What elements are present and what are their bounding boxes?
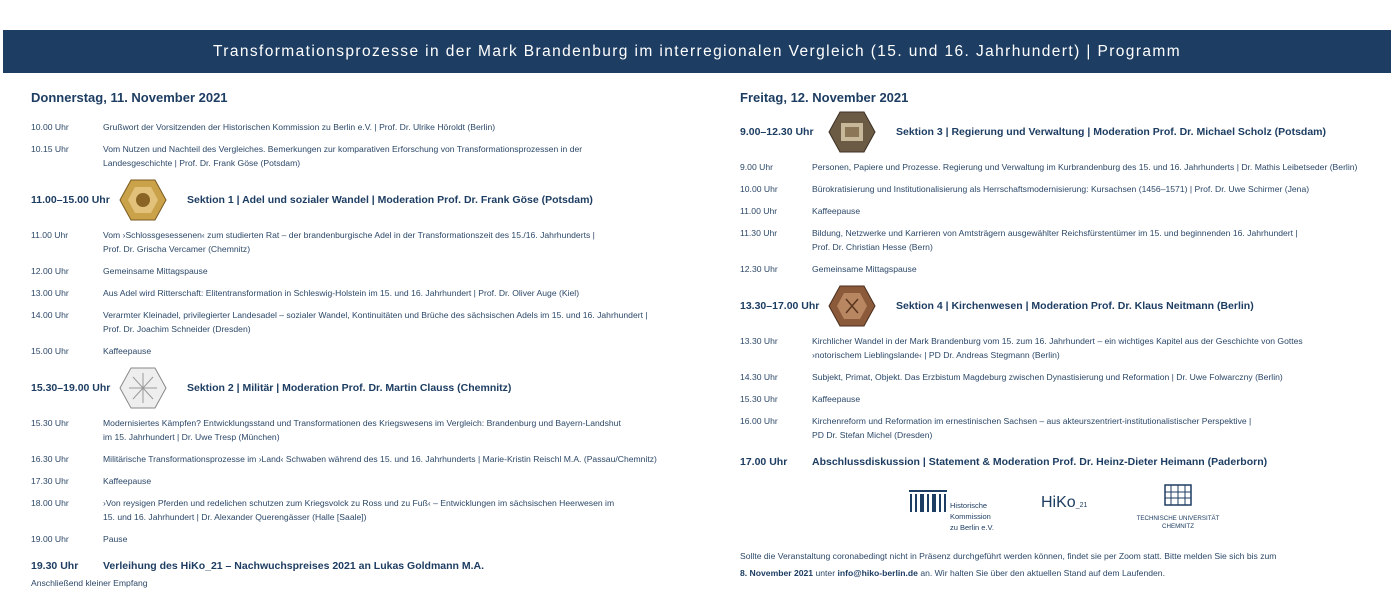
section-2-image-icon bbox=[119, 367, 167, 409]
item-text: Kirchenreform und Reformation im ernestinischen Sachsen – aus akteurszentriert-institutionalistischer Perspektive | PD Dr. Stefan Michel (Dresden) bbox=[812, 416, 1252, 440]
item-time: 12.30 Uhr bbox=[740, 264, 778, 274]
section-time: 13.30–17.00 Uhr bbox=[740, 300, 820, 312]
item-text: Kaffeepause bbox=[812, 206, 861, 216]
section-time: 15.30–19.00 Uhr bbox=[31, 382, 111, 394]
program-item bbox=[740, 160, 1385, 174]
program-item bbox=[31, 496, 711, 524]
item-time: 17.30 Uhr bbox=[31, 476, 69, 486]
item-time: 10.00 Uhr bbox=[31, 122, 69, 132]
item-text: Militärische Transformationsprozesse im ›Land‹ Schwaben während des 15. und 16. Jahrhunderts | Marie-Kristin Reischl M.A. (Passau/Chemnitz) bbox=[103, 454, 657, 464]
item-time: 19.00 Uhr bbox=[31, 534, 69, 544]
item-time: 9.00 Uhr bbox=[740, 162, 773, 172]
contact-email-link[interactable]: info@hiko-berlin.de bbox=[837, 568, 918, 578]
historische-kommission-logo bbox=[907, 484, 997, 534]
page-banner: Transformationsprozesse in der Mark Brandenburg im interregionalen Vergleich (15. und 16. Jahrhundert) | Programm bbox=[3, 30, 1391, 73]
program-item bbox=[31, 532, 711, 546]
section-title: Sektion 3 | Regierung und Verwaltung | Moderation Prof. Dr. Michael Scholz (Potsdam) bbox=[896, 126, 1327, 138]
day-heading: Donnerstag, 11. November 2021 bbox=[31, 90, 228, 105]
thursday-column bbox=[31, 88, 711, 588]
item-time: 14.00 Uhr bbox=[31, 310, 69, 320]
program-item bbox=[740, 392, 1385, 406]
program-item bbox=[740, 182, 1385, 196]
columns-icon bbox=[909, 488, 947, 512]
program-item bbox=[31, 344, 711, 358]
item-text: Gemeinsame Mittagspause bbox=[812, 264, 917, 274]
award-item bbox=[31, 556, 711, 576]
tu-building-icon bbox=[1164, 484, 1192, 506]
section-title: Sektion 1 | Adel und sozialer Wandel | Moderation Prof. Dr. Frank Göse (Potsdam) bbox=[187, 194, 593, 206]
item-time: 15.00 Uhr bbox=[31, 346, 69, 356]
item-time: 12.00 Uhr bbox=[31, 266, 69, 276]
program-item bbox=[740, 414, 1385, 442]
program-item bbox=[31, 228, 711, 256]
item-text: Kaffeepause bbox=[103, 476, 152, 486]
item-time: 10.15 Uhr bbox=[31, 144, 69, 154]
item-text: Personen, Papiere und Prozesse. Regierung und Verwaltung im Kurbrandenburg des 15. und 16. Jahrhunderts | Dr. Mathis Leibetseder (Berlin) bbox=[812, 162, 1358, 172]
item-time: 17.00 Uhr bbox=[740, 456, 788, 468]
section-3-header bbox=[740, 110, 1385, 154]
section-title: Sektion 2 | Militär | Moderation Prof. Dr. Martin Clauss (Chemnitz) bbox=[187, 382, 512, 394]
item-time: 11.00 Uhr bbox=[740, 206, 778, 216]
program-item bbox=[740, 334, 1385, 362]
item-text: Kaffeepause bbox=[812, 394, 861, 404]
closing-discussion-item bbox=[740, 452, 1385, 472]
item-time: 16.30 Uhr bbox=[31, 454, 69, 464]
item-text: Bildung, Netzwerke und Karrieren von Amtsträgern ausgewählter Reichsfürstentümer im 15. und beginnenden 16. Jahrhundert | Prof. Dr. Christian Hesse (Bern) bbox=[812, 228, 1298, 252]
note-mid: unter bbox=[813, 568, 838, 578]
section-1-header bbox=[31, 178, 711, 222]
item-text: Grußwort der Vorsitzenden der Historischen Kommission zu Berlin e.V. | Prof. Dr. Ulrike Höroldt (Berlin) bbox=[103, 122, 496, 132]
item-time: 11.30 Uhr bbox=[740, 228, 778, 238]
item-text: ›Von reysigen Pferden und redelichen schutzen zum Kriegsvolck zu Ross und zu Fuß‹ – Entwicklungen im sächsischen Heerwesen im 15. und 16. Jahrhundert | Dr. Alexander Querengässer (Halle [Saale]) bbox=[103, 498, 615, 522]
program-item bbox=[31, 120, 711, 134]
program-item bbox=[31, 286, 711, 300]
section-1-image-icon bbox=[119, 179, 167, 221]
program-item bbox=[31, 416, 711, 444]
tu-chemnitz-logo bbox=[1133, 484, 1223, 534]
hiko-logo bbox=[1041, 494, 1087, 512]
note-line-1: Sollte die Veranstaltung coronabedingt nicht in Präsenz durchgeführt werden können, findet sie per Zoom statt. Bitte melden Sie sich bis zum bbox=[740, 551, 1277, 561]
note-tail: an. Wir halten Sie über den aktuellen Stand auf dem Laufenden. bbox=[917, 568, 1165, 578]
item-text: Kaffeepause bbox=[103, 346, 152, 356]
sponsor-logos bbox=[907, 484, 1237, 534]
reception-note: Anschließend kleiner Empfang bbox=[31, 578, 148, 588]
friday-column bbox=[740, 88, 1385, 472]
zoom-note bbox=[740, 548, 1380, 582]
hiko-logo-text: HiKo bbox=[1041, 494, 1076, 511]
program-item bbox=[31, 474, 711, 488]
item-time: 16.00 Uhr bbox=[740, 416, 778, 426]
item-text: Gemeinsame Mittagspause bbox=[103, 266, 208, 276]
deadline-date: 8. November 2021 bbox=[740, 568, 814, 578]
program-item bbox=[31, 142, 711, 170]
item-text: Pause bbox=[103, 534, 128, 544]
section-2-header bbox=[31, 366, 711, 410]
program-item bbox=[740, 370, 1385, 384]
item-text: Aus Adel wird Ritterschaft: Elitentransformation in Schleswig-Holstein im 15. und 16. Jahrhundert | Prof. Dr. Oliver Auge (Kiel) bbox=[103, 288, 580, 298]
program-item bbox=[740, 226, 1385, 254]
item-time: 15.30 Uhr bbox=[740, 394, 778, 404]
item-text: Bürokratisierung und Institutionalisierung als Herrschaftsmodernisierung: Kursachsen (1456–1571) | Prof. Dr. Uwe Schirmer (Jena) bbox=[812, 184, 1310, 194]
item-text: Subjekt, Primat, Objekt. Das Erzbistum Magdeburg zwischen Dynastisierung und Reformation | Dr. Uwe Folwarczny (Berlin) bbox=[812, 372, 1283, 382]
section-time: 11.00–15.00 Uhr bbox=[31, 194, 110, 206]
section-time: 9.00–12.30 Uhr bbox=[740, 126, 814, 138]
item-time: 13.30 Uhr bbox=[740, 336, 778, 346]
item-time: 10.00 Uhr bbox=[740, 184, 778, 194]
hk-logo-text: Historische Kommission zu Berlin e.V. bbox=[950, 501, 994, 532]
program-item bbox=[740, 262, 1385, 276]
section-4-header bbox=[740, 284, 1385, 328]
item-time: 11.00 Uhr bbox=[31, 230, 69, 240]
program-item bbox=[740, 204, 1385, 218]
hiko-logo-sub: _21 bbox=[1075, 502, 1088, 509]
item-time: 19.30 Uhr bbox=[31, 560, 79, 572]
program-item bbox=[31, 308, 711, 336]
program-item bbox=[31, 264, 711, 278]
item-time: 13.00 Uhr bbox=[31, 288, 69, 298]
section-title: Sektion 4 | Kirchenwesen | Moderation Prof. Dr. Klaus Neitmann (Berlin) bbox=[896, 300, 1254, 312]
tu-logo-text: TECHNISCHE UNIVERSITÄT CHEMNITZ bbox=[1136, 515, 1220, 530]
note-line-2 bbox=[740, 565, 1380, 582]
item-time: 18.00 Uhr bbox=[31, 498, 69, 508]
item-text: Abschlussdiskussion | Statement & Moderation Prof. Dr. Heinz-Dieter Heimann (Paderborn) bbox=[812, 456, 1268, 468]
item-text: Verleihung des HiKo_21 – Nachwuchspreises 2021 an Lukas Goldmann M.A. bbox=[103, 560, 485, 572]
item-text: Modernisiertes Kämpfen? Entwicklungsstand und Transformationen des Kriegswesens im Vergleich: Brandenburg und Bayern-Landshut im 15. Jahrhundert | Dr. Uwe Tresp (München) bbox=[103, 418, 621, 442]
item-text: Vom Nutzen und Nachteil des Vergleiches. Bemerkungen zur komparativen Erforschung von Transformationsprozessen in der Landesgeschichte | Prof. Dr. Frank Göse (Potsdam) bbox=[103, 144, 583, 168]
program-item bbox=[31, 452, 711, 466]
item-time: 14.30 Uhr bbox=[740, 372, 778, 382]
section-3-image-icon bbox=[828, 111, 876, 153]
section-4-image-icon bbox=[828, 285, 876, 327]
item-text: Verarmter Kleinadel, privilegierter Landesadel – sozialer Wandel, Kontinuitäten und Brüche des sächsischen Adels im 15. und 16. Jahrhundert | Prof. Dr. Joachim Schneider (Dresden) bbox=[103, 310, 648, 334]
item-time: 15.30 Uhr bbox=[31, 418, 69, 428]
item-text: Vom ›Schlossgesessenen‹ zum studierten Rat – der brandenburgische Adel in der Transformationszeit des 15./16. Jahrhunderts | Prof. Dr. Grischa Vercamer (Chemnitz) bbox=[103, 230, 595, 254]
day-heading: Freitag, 12. November 2021 bbox=[740, 90, 909, 105]
item-text: Kirchlicher Wandel in der Mark Brandenburg vom 15. zum 16. Jahrhundert – ein wichtiges Kapitel aus der Geschichte von Gottes ›notorischem Lieblingslande‹ | PD Dr. Andreas Stegmann (Berlin) bbox=[812, 336, 1303, 360]
